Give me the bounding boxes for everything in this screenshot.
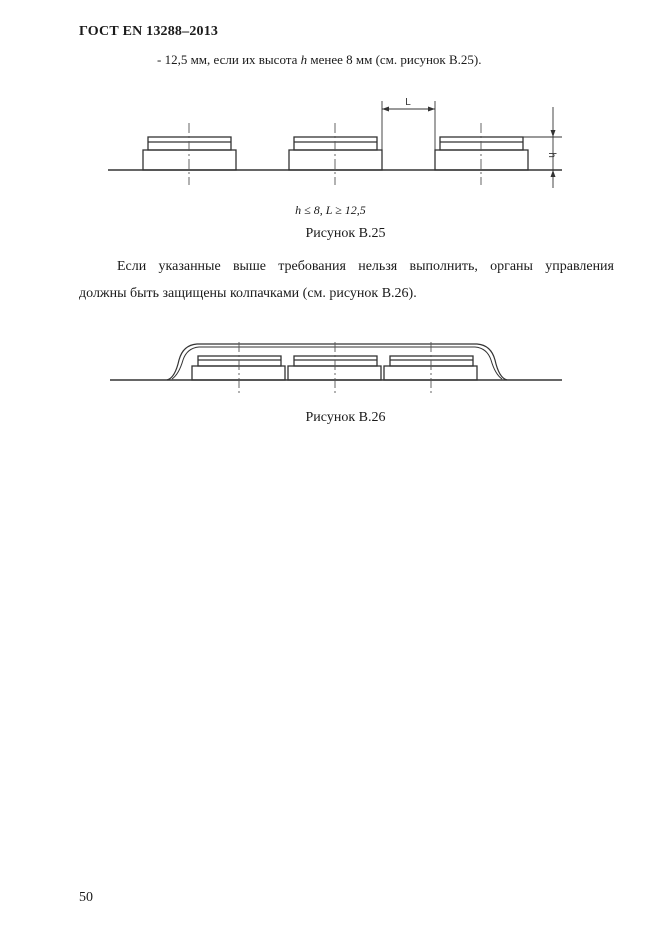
- dimension-h-label: h: [546, 152, 557, 158]
- figure-b26-caption: Рисунок В.26: [305, 410, 386, 425]
- list-item-variable: h: [300, 52, 308, 67]
- paragraph-line-1: Если указанные выше требования нельзя выполнить, органы управления: [117, 259, 614, 274]
- list-item: [157, 52, 482, 68]
- figure-b26-drawing: [105, 338, 565, 398]
- figure-b25-formula: h ≤ 8, L ≥ 12,5: [295, 203, 366, 217]
- figure-b25-drawing: [105, 93, 565, 193]
- page-number: 50: [79, 890, 93, 905]
- paragraph: [79, 253, 614, 307]
- figure-b25-caption: Рисунок В.25: [305, 226, 386, 241]
- dimension-l-label: L: [405, 97, 411, 108]
- list-item-tail: менее 8 мм (см. рисунок В.25).: [307, 52, 482, 67]
- list-item-text: - 12,5 мм, если их высота: [157, 52, 301, 67]
- document-header: ГОСТ EN 13288–2013: [79, 24, 219, 39]
- paragraph-line-2: должны быть защищены колпачками (см. рисунок В.26).: [79, 286, 417, 301]
